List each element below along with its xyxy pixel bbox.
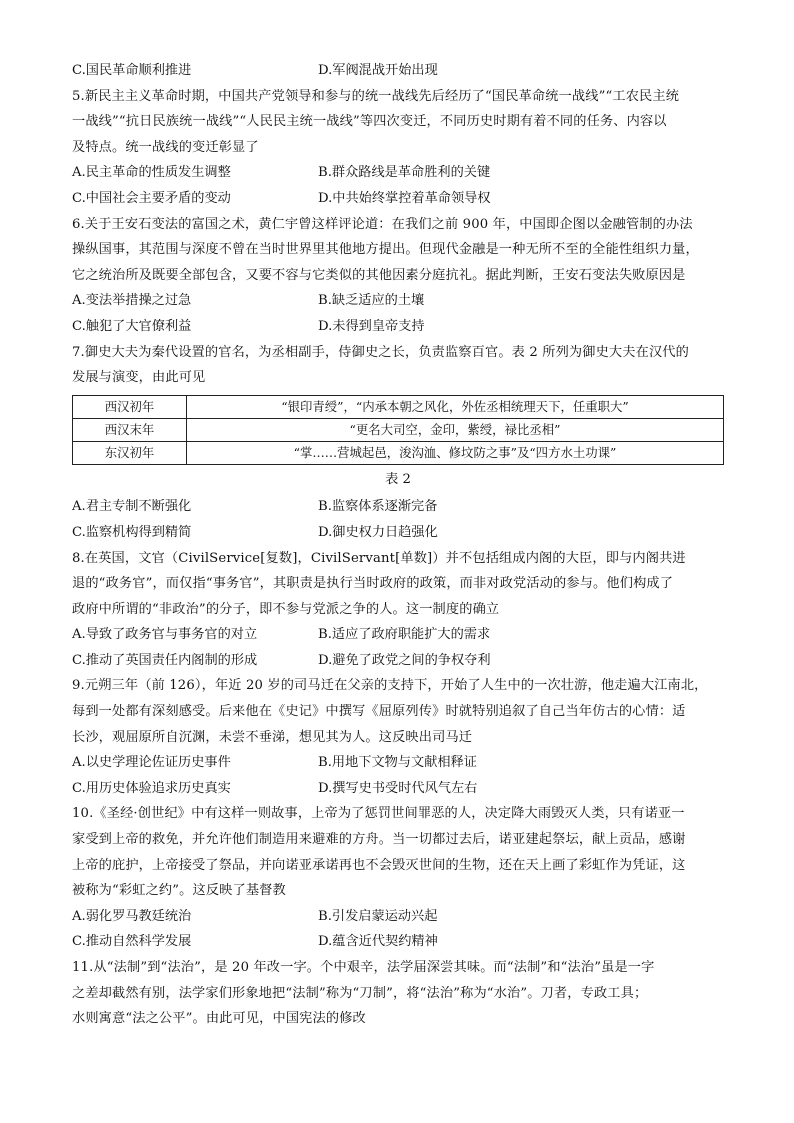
table-row xyxy=(73,418,724,441)
q9-option-a[interactable]: A.以史学理论佐证历史事件 xyxy=(72,755,231,771)
q4-option-c[interactable]: C.国民革命顺利推进 xyxy=(72,63,192,78)
q5-options-row xyxy=(72,186,724,212)
q8-stem-line: 8.在英国，文官（CivilService[复数]，CivilServant[单数]）并不包括组成内阁的大臣，即与内阁共进 xyxy=(72,550,686,566)
q6-option-a[interactable]: A.变法举措操之过急 xyxy=(72,293,192,309)
q6-option-c[interactable]: C.触犯了大官僚利益 xyxy=(72,318,192,334)
q7-options-row xyxy=(72,494,724,520)
q9-stem-line: 长沙，观屈原所自沉渊，未尝不垂涕，想见其为人。这反映出司马迁 xyxy=(72,729,473,745)
table-cell-era: 东汉初年 xyxy=(73,441,187,464)
q10-stem-line: 家受到上帝的救免，并允许他们制造用来避难的方舟。当一切都过去后，诺亚建起祭坛，献上贡品，感谢 xyxy=(72,832,686,848)
q9-option-b[interactable]: B.用地下文物与文献相释证 xyxy=(318,755,477,771)
table-cell-desc: “掌……营城起邑，浚沟洫、修坟防之事”及“四方水土功课” xyxy=(187,441,724,464)
q4-options xyxy=(72,58,724,84)
table-cell-era: 西汉末年 xyxy=(73,418,187,441)
q7-option-a[interactable]: A.君主专制不断强化 xyxy=(72,499,192,515)
q8-options-row xyxy=(72,648,724,674)
question-9 xyxy=(72,673,724,801)
q6-stem-line: 操纵国事，其范围与深度不曾在当时世界里其他地方提出。但现代金融是一种无所不至的全能性组织力量， xyxy=(72,242,699,258)
q7-option-d[interactable]: D.御史权力日趋强化 xyxy=(318,524,438,540)
table-2 xyxy=(72,395,724,465)
q10-options-row xyxy=(72,929,724,955)
q5-options-row xyxy=(72,160,724,186)
q5-stem-line: 一战线”“抗日民族统一战线”“人民民主统一战线”等四次变迁，不同历史时期有着不同的任务、内容以 xyxy=(72,114,667,130)
q5-option-a[interactable]: A.民主革命的性质发生调整 xyxy=(72,165,231,181)
q4-option-d[interactable]: D.军阀混战开始出现 xyxy=(318,63,438,78)
question-11 xyxy=(72,955,724,1032)
q8-option-d[interactable]: D.避免了政党之间的争权夺利 xyxy=(318,652,491,668)
q9-option-d[interactable]: D.撰写史书受时代风气左右 xyxy=(318,780,478,796)
q6-stem-line: 它之统治所及既要全部包含，又要不容与它类似的其他因素分庭抗礼。据此判断，王安石变法失败原因是 xyxy=(72,267,686,283)
table-cell-era: 西汉初年 xyxy=(73,395,187,418)
q10-option-d[interactable]: D.蕴含近代契约精神 xyxy=(318,934,438,950)
q7-options-row xyxy=(72,520,724,546)
q7-stem-line: 发展与演变，由此可见 xyxy=(72,370,206,386)
q11-stem-line: 之差却截然有别，法学家们形象地把“法制”称为“刀制”，将“法治”称为“水治”。刀者，专政工具； xyxy=(72,985,648,1001)
q10-option-a[interactable]: A.弱化罗马教廷统治 xyxy=(72,908,192,924)
table-cell-desc: “银印青绶”，“内承本朝之风化，外佐丞相统理天下，任重职大” xyxy=(187,395,724,418)
q9-options-row xyxy=(72,750,724,776)
q8-stem-line: 退的“政务官”，而仅指“事务官”，其职责是执行当时政府的政策，而非对政党活动的参与。他们构成了 xyxy=(72,576,674,592)
q5-option-c[interactable]: C.中国社会主要矛盾的变动 xyxy=(72,190,231,206)
table-cell-desc: “更名大司空，金印，紫绶，禄比丞相” xyxy=(187,418,724,441)
question-5 xyxy=(72,84,724,212)
question-7 xyxy=(72,340,724,546)
q7-option-b[interactable]: B.监察体系逐渐完备 xyxy=(318,499,438,515)
q10-stem-line: 10.《圣经·创世纪》中有这样一则故事，上帝为了惩罚世间罪恶的人，决定降大雨毁灭人类，只有诺亚一 xyxy=(72,806,685,822)
q6-options-row xyxy=(72,288,724,314)
q8-option-c[interactable]: C.推动了英国责任内阁制的形成 xyxy=(72,652,258,668)
q5-option-b[interactable]: B.群众路线是革命胜利的关键 xyxy=(318,165,491,181)
table-row xyxy=(73,441,724,464)
q7-option-c[interactable]: C.监察机构得到精简 xyxy=(72,524,192,540)
q6-stem-line: 6.关于王安石变法的富国之术，黄仁宇曾这样评论道：在我们之前 900 年，中国即企图以金融管制的办法 xyxy=(72,216,693,232)
q5-stem-line: 及特点。统一战线的变迁彰显了 xyxy=(72,139,259,155)
q11-stem-line: 11.从“法制”到“法治”，是 20 年改一字。个中艰辛，法学届深尝其味。而“法制”和“法治”虽是一字 xyxy=(72,960,655,975)
q10-options-row xyxy=(72,904,724,930)
q10-stem-line: 被称为“彩虹之约”。这反映了基督教 xyxy=(72,883,286,899)
question-10 xyxy=(72,801,724,955)
q9-option-c[interactable]: C.用历史体验追求历史真实 xyxy=(72,780,231,796)
q6-option-d[interactable]: D.未得到皇帝支持 xyxy=(318,318,425,334)
q9-stem-line: 每到一处都有深刻感受。后来他在《史记》中撰写《屈原列传》时就特别追叙了自己当年仿古的心情：适 xyxy=(72,704,686,720)
q8-stem-line: 政府中所谓的“非政治”的分子，即不参与党派之争的人。这一制度的确立 xyxy=(72,601,500,617)
q5-option-d[interactable]: D.中共始终掌控着革命领导权 xyxy=(318,190,491,206)
q11-stem-line: 水则寓意“法之公平”。由此可见，中国宪法的修改 xyxy=(72,1011,366,1027)
table-caption: 表 2 xyxy=(385,471,411,487)
q6-options-row xyxy=(72,314,724,340)
q5-stem-line: 5.新民主主义革命时期，中国共产党领导和参与的统一战线先后经历了“国民革命统一战线”“工农民主统 xyxy=(72,88,680,104)
q9-options-row xyxy=(72,776,724,802)
q8-option-a[interactable]: A.导致了政务官与事务官的对立 xyxy=(72,627,258,643)
q7-stem-line: 7.御史大夫为秦代设置的官名，为丞相副手，侍御史之长，负责监察百官。表 2 所列为御史大夫在汉代的 xyxy=(72,344,689,360)
q8-options-row xyxy=(72,622,724,648)
q10-option-c[interactable]: C.推动自然科学发展 xyxy=(72,934,192,950)
question-6 xyxy=(72,212,724,340)
q10-option-b[interactable]: B.引发启蒙运动兴起 xyxy=(318,908,438,924)
table-row xyxy=(73,395,724,418)
q10-stem-line: 上帝的庇护，上帝接受了祭品，并向诺亚承诺再也不会毁灭世间的生物，还在天上画了彩虹作为凭证，这 xyxy=(72,857,686,873)
q9-stem-line: 9.元朔三年（前 126），年近 20 岁的司马迁在父亲的支持下，开始了人生中的一次壮游，他走遍大江南北， xyxy=(72,678,708,694)
q8-option-b[interactable]: B.适应了政府职能扩大的需求 xyxy=(318,627,491,643)
q6-option-b[interactable]: B.缺乏适应的土壤 xyxy=(318,293,425,309)
question-8 xyxy=(72,546,724,674)
exam-page xyxy=(72,58,724,1032)
